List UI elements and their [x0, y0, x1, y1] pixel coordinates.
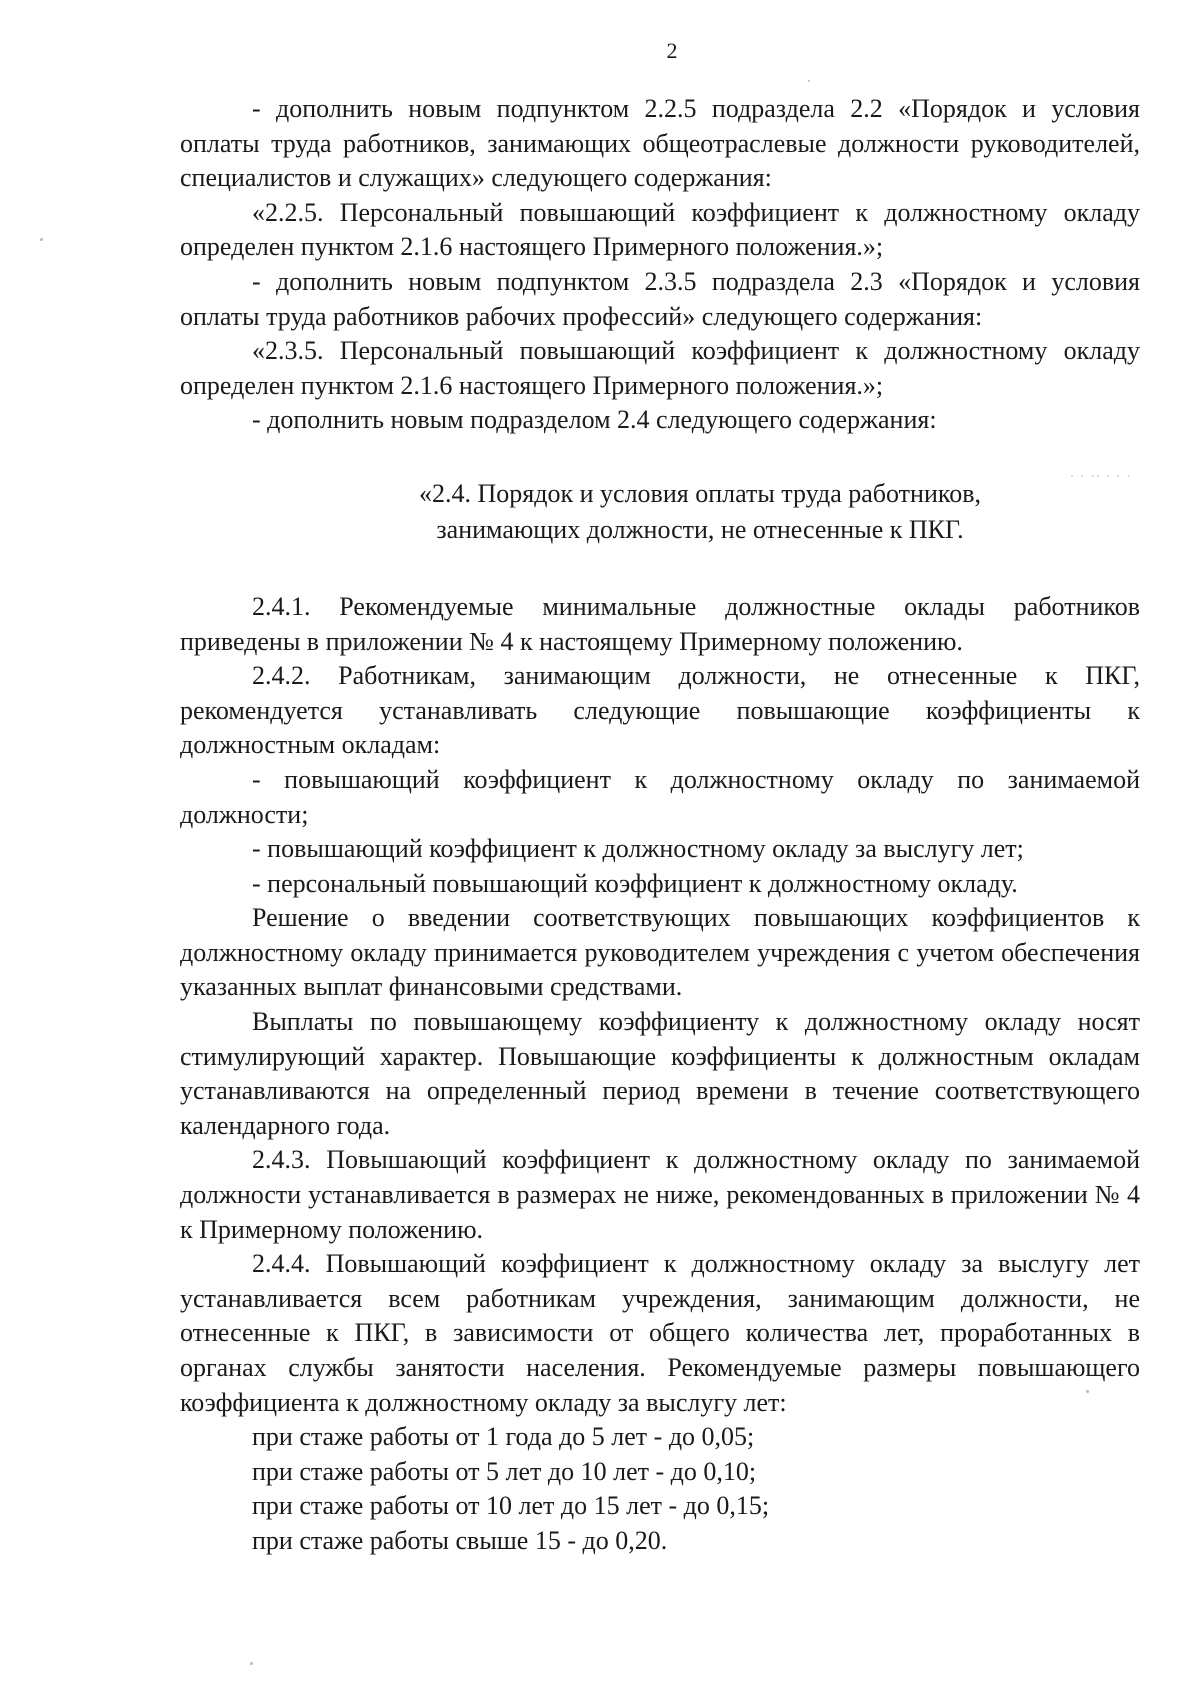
- paragraph-amend-2-2-5: - дополнить новым подпунктом 2.2.5 подраздела 2.2 «Порядок и условия оплаты труда работников, занимающих общеотраслевые должности руководителей, специалистов и служащих» следующего содержания:: [180, 94, 1140, 193]
- section-heading-line-2: занимающих должности, не отнесенные к ПКГ.: [436, 514, 964, 544]
- paragraph-2-2-5-text: «2.2.5. Персональный повышающий коэффициент к должностному окладу определен пунктом 2.1.6 настоящего Примерного положения.»;: [180, 197, 1140, 262]
- document-body: [180, 92, 1140, 1559]
- paragraph-2-4-4: 2.4.4. Повышающий коэффициент к должностному окладу за выслугу лет устанавливается всем работникам учреждения, занимающим должности, не отнесенные к ПКГ, в зависимости от общего количества лет, проработанных в органах службы занятости населения. Рекомендуемые размеры повышающего коэффициента к должностному окладу за выслугу лет:: [180, 1249, 1140, 1417]
- scan-artifact-mark: · · ·· · · ·: [1070, 470, 1132, 485]
- seniority-item: при стаже работы от 1 года до 5 лет - до 0,05;: [252, 1422, 755, 1452]
- paragraph-2-4-3: 2.4.3. Повышающий коэффициент к должностному окладу по занимаемой должности устанавливается в размерах не ниже, рекомендованных в приложении № 4 к Примерному положению.: [180, 1145, 1140, 1244]
- seniority-item: при стаже работы от 5 лет до 10 лет - до 0,10;: [252, 1456, 757, 1486]
- paragraph-2-3-5-text: «2.3.5. Персональный повышающий коэффициент к должностному окладу определен пунктом 2.1.6 настоящего Примерного положения.»;: [180, 336, 1140, 400]
- seniority-item: при стаже работы свыше 15 - до 0,20.: [252, 1525, 668, 1555]
- section-heading-line-1: «2.4. Порядок и условия оплаты труда работников,: [419, 478, 981, 508]
- paragraph-2-4-1: 2.4.1. Рекомендуемые минимальные должностные оклады работников приведены в приложении № 4 к настоящему Примерному положению.: [180, 591, 1140, 656]
- paragraph-2-4-2: 2.4.2. Работникам, занимающим должности, не отнесенные к ПКГ, рекомендуется устанавливать следующие повышающие коэффициенты к должностным окладам:: [180, 661, 1140, 760]
- seniority-item: при стаже работы от 10 лет до 15 лет - до 0,15;: [252, 1491, 770, 1521]
- page-number: 2: [666, 38, 678, 63]
- scan-speck: [40, 238, 43, 241]
- list-item-seniority-coefficient: - повышающий коэффициент к должностному окладу за выслугу лет;: [252, 834, 1024, 864]
- list-item-position-coefficient: - повышающий коэффициент к должностному окладу по занимаемой должности;: [180, 764, 1140, 829]
- paragraph-amend-2-3-5: - дополнить новым подпунктом 2.3.5 подраздела 2.3 «Порядок и условия оплаты труда работников рабочих профессий» следующего содержания:: [180, 266, 1140, 331]
- paragraph-amend-2-4: - дополнить новым подразделом 2.4 следующего содержания:: [252, 405, 937, 435]
- scan-speck: [250, 1662, 253, 1665]
- paragraph-payments: Выплаты по повышающему коэффициенту к должностному окладу носят стимулирующий характер. Повышающие коэффициенты к должностным окладам устанавливаются на определенный период времени в течение соответствующего календарного года.: [180, 1007, 1140, 1140]
- list-item-personal-coefficient: - персональный повышающий коэффициент к должностному окладу.: [252, 868, 1018, 898]
- section-heading: [180, 476, 1140, 548]
- scan-speck: [808, 80, 810, 82]
- paragraph-decision: Решение о введении соответствующих повышающих коэффициентов к должностному окладу принимается руководителем учреждения с учетом обеспечения указанных выплат финансовыми средствами.: [180, 903, 1140, 1002]
